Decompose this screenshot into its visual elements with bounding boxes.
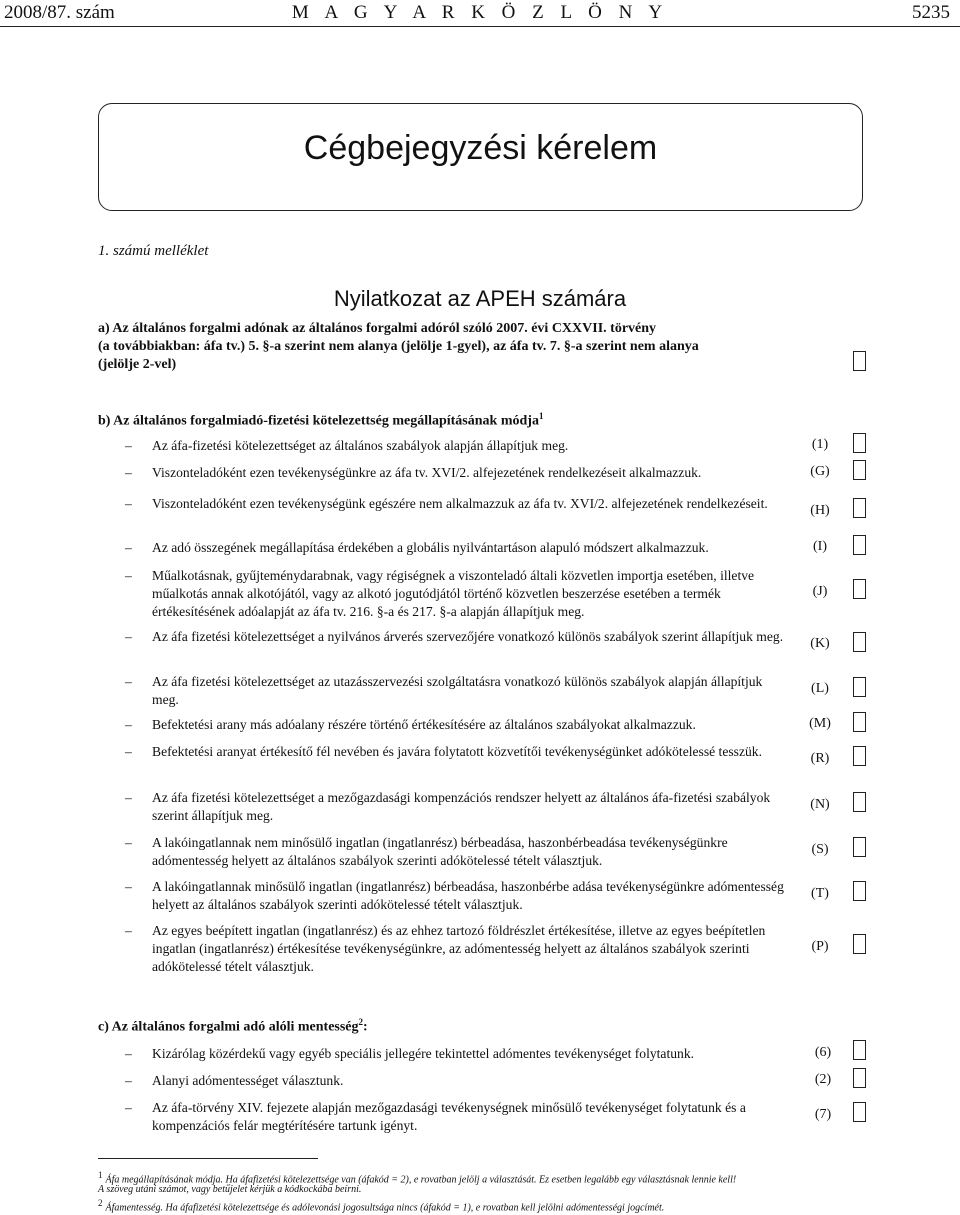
footnote-ref-2: 2 (358, 1017, 364, 1027)
section-b-item-checkbox[interactable] (853, 792, 866, 812)
section-b-title (98, 411, 543, 430)
journal-name: M A G Y A R K Ö Z L Ö N Y (291, 2, 669, 23)
section-b-item-text: A lakóingatlannak nem minősülő ingatlan (ingatlanrész) bérbeadása, haszonbérbeadása tevékenységünkre adómentesség helyett az általános szabályok szerinti adókötelessé tételt választjuk. (152, 835, 728, 868)
section-c-title-suffix: : (363, 1019, 368, 1035)
footnote-rule (98, 1158, 318, 1159)
section-a-text (98, 320, 798, 374)
section-b-item-checkbox[interactable] (853, 433, 866, 453)
annex-label: 1. számú melléklet (98, 243, 209, 259)
section-b-item-text: Befektetési aranyat értékesítő fél nevében és javára folytatott közvetítői tevékenységünket adókötelessé tesszük. (152, 744, 762, 759)
section-b-item-text: Viszonteladóként ezen tevékenységünk egészére nem alkalmazzuk az áfa tv. XVI/2. alfejezetének rendelkezéseit. (152, 496, 768, 511)
section-c-item-code: (6) (814, 1045, 832, 1060)
section-b-item-checkbox[interactable] (853, 837, 866, 857)
page-number: 5235 (912, 2, 950, 23)
section-b-item-code: (S) (811, 842, 829, 857)
title-box (98, 103, 863, 211)
section-c-title (98, 1017, 368, 1036)
page-header (0, 0, 960, 26)
section-c-item-text: Kizárólag közérdekű vagy egyéb speciális jellegére tekintettel adómentes tevékenységet folytatunk. (152, 1046, 695, 1061)
footnote-2-number: 2 (98, 1198, 103, 1208)
section-b-item-checkbox[interactable] (853, 579, 866, 599)
section-b-item-text: Az áfa fizetési kötelezettséget az utazásszervezési szolgáltatásra vonatkozó különös szabályok alapján állapítjuk meg. (152, 674, 763, 707)
dash-bullet: – (125, 496, 132, 511)
section-a-line-1: a) Az általános forgalmi adónak az általános forgalmi adóról szóló 2007. évi CXXVII. törvény (98, 321, 657, 336)
section-b-item-code: (L) (811, 681, 829, 696)
dash-bullet: – (125, 629, 132, 644)
section-b-item-checkbox[interactable] (853, 881, 866, 901)
dash-bullet: – (125, 1046, 132, 1061)
section-b-item-code: (N) (810, 797, 830, 812)
dash-bullet: – (125, 744, 132, 759)
dash-bullet: – (125, 717, 132, 732)
section-b-item-text: A lakóingatlannak minősülő ingatlan (ingatlanrész) bérbeadása, haszonbérbe adása tevékenységünkre adómentesség helyett az általános szabályok szerinti adókötelessé tételt választjuk. (152, 879, 784, 912)
section-a-checkbox[interactable] (853, 351, 866, 371)
section-b-item-checkbox[interactable] (853, 712, 866, 732)
section-b-title-text: b) Az általános forgalmiadó-fizetési kötelezettség megállapításának módja (98, 413, 539, 429)
dash-bullet: – (125, 438, 132, 453)
section-b-item-text: Az áfa-fizetési kötelezettséget az általános szabályok alapján állapítjuk meg. (152, 438, 569, 453)
section-c-item-code: (2) (814, 1072, 832, 1087)
section-b-item-text: Az áfa fizetési kötelezettséget a nyilvános árverés szervezőjére vonatkozó különös szabályok szerint állapítjuk meg. (152, 629, 784, 644)
section-b-item-code: (1) (811, 437, 829, 452)
dash-bullet: – (125, 790, 132, 805)
dash-bullet: – (125, 879, 132, 894)
dash-bullet: – (125, 1073, 132, 1088)
section-b-item-checkbox[interactable] (853, 934, 866, 954)
footnote-2 (98, 1197, 878, 1214)
declaration-heading: Nyilatkozat az APEH számára (333, 286, 627, 311)
section-b-item-text: Az adó összegének megállapítása érdekében a globális nyilvántartáson alapuló módszert alkalmazzuk. (152, 540, 709, 555)
dash-bullet: – (125, 465, 132, 480)
section-a-line-2: (a továbbiakban: áfa tv.) 5. §-a szerint nem alanya (jelölje 1-gyel), az áfa tv. 7. §-a szerint nem alanya (98, 339, 699, 354)
section-c-item-checkbox[interactable] (853, 1102, 866, 1122)
section-b-item-checkbox[interactable] (853, 498, 866, 518)
section-c-title-text: c) Az általános forgalmi adó alóli mentesség (98, 1019, 359, 1035)
section-b-item-code: (J) (812, 584, 828, 599)
footnote-1-note-text: A szöveg utáni számot, vagy betűjelet kérjük a kódkockába beírni. (98, 1184, 362, 1195)
section-b-item-text: Befektetési arany más adóalany részére történő értékesítésére az általános szabályokat alkalmazzuk. (152, 717, 696, 732)
section-b-item-checkbox[interactable] (853, 460, 866, 480)
section-b-item-checkbox[interactable] (853, 677, 866, 697)
footnote-1-number: 1 (98, 1170, 103, 1180)
section-c-item-code: (7) (814, 1107, 832, 1122)
footnote-1-note (98, 1183, 878, 1196)
footnote-2-text: Áfamentesség. Ha áfafizetési kötelezettsége és adólevonási jogosultsága nincs (áfakód = 1), e rovatban kell jelölni adómentességi jogcímét. (105, 1202, 665, 1214)
section-b-item-code: (T) (811, 886, 829, 901)
dash-bullet: – (125, 674, 132, 689)
section-b-item-checkbox[interactable] (853, 746, 866, 766)
section-b-item-checkbox[interactable] (853, 535, 866, 555)
section-b-item-text: Viszonteladóként ezen tevékenységünkre az áfa tv. XVI/2. alfejezetének rendelkezéseit alkalmazzuk. (152, 465, 702, 480)
section-c-item-text: Az áfa-törvény XIV. fejezete alapján mezőgazdasági tevékenységnek minősülő tevékenységet folytatunk és a kompenzációs felár megtérítésére tartunk igényt. (152, 1100, 746, 1133)
section-b-item-text: Az egyes beépített ingatlan (ingatlanrész) és az ehhez tartozó földrészlet értékesítése, illetve az egyes beépítetlen ingatlan (ingatlanrész) értékesítése tevékenységünkre, az adómentesség helyett az általános szabályok szerinti adókötelessé tételt választjuk. (152, 923, 766, 974)
dash-bullet: – (125, 1100, 132, 1115)
page-title: Cégbejegyzési kérelem (303, 129, 658, 167)
section-b-item-code: (I) (813, 539, 827, 554)
section-b-item-text: Műalkotásnak, gyűjteménydarabnak, vagy régiségnek a viszonteladó általi közvetlen importja esetében, illetve műalkotás annak alkotójától, vagy az alkotó jogutódjától történő közvetlen beszerzése esetében a termék értékesítésének adóalapját az áfa tv. 216. §-a és 217. §-a alapján állapítjuk meg. (152, 568, 755, 619)
dash-bullet: – (125, 835, 132, 850)
section-b-item-code: (H) (810, 503, 830, 518)
section-a-line-3: (jelölje 2-vel) (98, 357, 177, 372)
issue-number: 2008/87. szám (4, 2, 115, 23)
section-c-item-text: Alanyi adómentességet választunk. (152, 1073, 344, 1088)
dash-bullet: – (125, 568, 132, 583)
section-b-item-checkbox[interactable] (853, 632, 866, 652)
dash-bullet: – (125, 923, 132, 938)
section-b-item-code: (P) (811, 939, 829, 954)
section-b-item-code: (K) (810, 636, 830, 651)
footnote-ref-1: 1 (538, 411, 544, 421)
section-b-item-code: (R) (810, 751, 830, 766)
footnote-1-text: Áfa megállapításának módja. Ha áfafizetési kötelezettsége van (áfakód = 2), e rovatban jelölj a választását. Ez esetben legalább egy választásnak lennie kell! (105, 1174, 737, 1186)
section-c-item-checkbox[interactable] (853, 1068, 866, 1088)
section-b-item-code: (G) (810, 464, 830, 479)
dash-bullet: – (125, 540, 132, 555)
section-b-item-text: Az áfa fizetési kötelezettséget a mezőgazdasági kompenzációs rendszer helyett az általános áfa-fizetési szabályok szerint állapítjuk meg. (152, 790, 771, 823)
section-b-item-code: (M) (809, 716, 831, 731)
header-rule (0, 26, 960, 27)
section-c-item-checkbox[interactable] (853, 1040, 866, 1060)
